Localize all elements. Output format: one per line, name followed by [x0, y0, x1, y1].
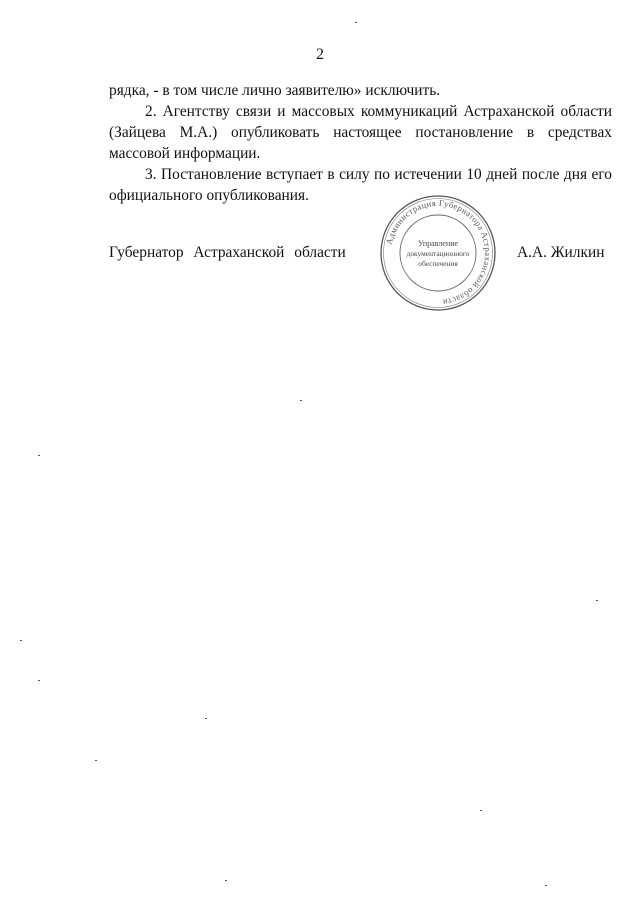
scan-speck [596, 600, 598, 601]
scan-speck [480, 810, 482, 811]
seal-center-line-2: документационного [406, 249, 470, 258]
scan-speck [355, 22, 357, 23]
scan-speck [205, 718, 207, 719]
scan-speck [300, 400, 302, 401]
seal-graphic [378, 193, 498, 313]
scan-speck [545, 885, 547, 886]
scan-speck [38, 680, 40, 681]
scan-speck [225, 880, 227, 881]
paragraph-item-2: 2. Агентству связи и массовых коммуникаций Астраханской области (Зайцева М.А.) опубликовать настоящее постановление в средствах массовой информации. [109, 103, 612, 162]
signatory-position: Губернатор Астраханской области [109, 244, 346, 261]
paragraph-item-3: 3. Постановление вступает в силу по истечении 10 дней после дня его официального опубликования. [109, 166, 612, 204]
paragraph-continuation: рядка, - в том числе лично заявителю» исключить. [109, 82, 441, 99]
scan-speck [38, 455, 40, 456]
seal-outer-text: Администрация Губернатора Астраханской области [383, 197, 494, 308]
page-number: 2 [316, 46, 324, 63]
official-seal-stamp [378, 193, 498, 313]
seal-center-line-1: Управление [417, 239, 459, 248]
scan-speck [95, 760, 97, 761]
seal-center-line-3: обеспечения [418, 259, 458, 268]
signatory-name: А.А. Жилкин [517, 244, 605, 261]
scan-speck [20, 640, 22, 641]
body-text [109, 80, 612, 206]
